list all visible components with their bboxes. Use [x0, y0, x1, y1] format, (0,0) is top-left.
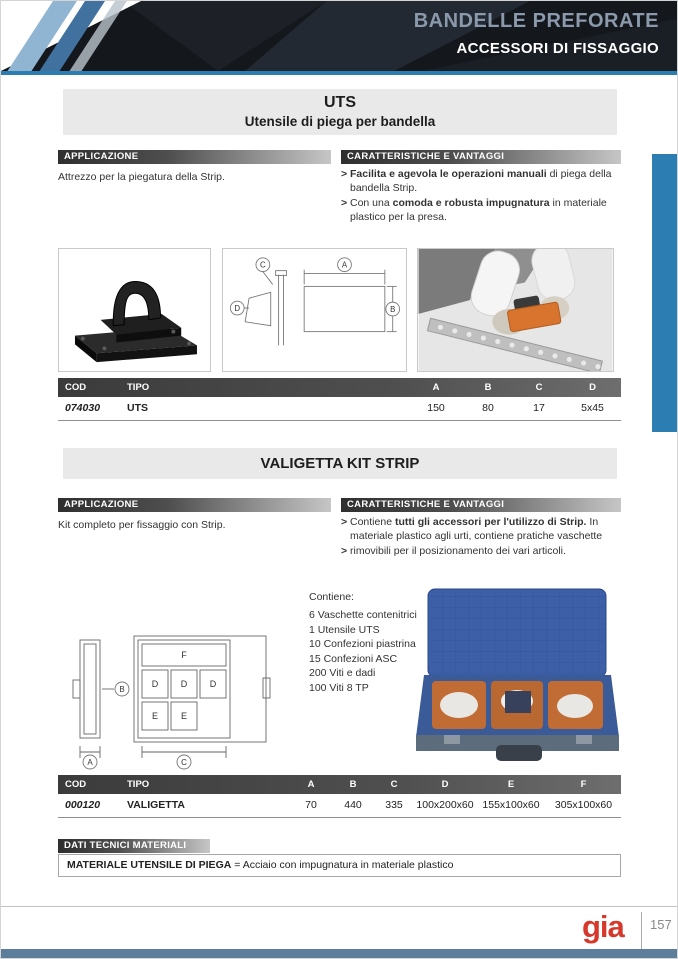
contiene-item: 1 Utensile UTS — [309, 623, 380, 636]
feature-text-post: di piega della bandella Strip. — [350, 168, 612, 194]
column-header-f: F — [580, 779, 587, 790]
uts-applicazione-heading: APPLICAZIONE — [58, 150, 331, 164]
page-subtitle: ACCESSORI DI FISSAGGIO — [456, 40, 659, 57]
diagram-label-f: F — [181, 650, 187, 660]
column-header-cod: COD — [65, 779, 87, 790]
diagram-label-c: C — [260, 260, 266, 270]
contiene-block — [309, 591, 419, 695]
column-header-d: D — [589, 382, 596, 393]
feature-text — [350, 516, 624, 543]
cell-tipo: UTS — [120, 397, 410, 420]
uts-caratteristiche-heading: CARATTERISTICHE E VANTAGGI — [341, 150, 621, 164]
cell-e: 155x100x60 — [476, 794, 546, 817]
feature-item — [341, 197, 624, 224]
diagram-label-d: D — [234, 303, 241, 313]
cell-cod: 074030 — [58, 397, 120, 420]
uts-title: UTS — [324, 94, 356, 111]
diagram-label-a: A — [87, 758, 93, 767]
feature-text-pre: Contiene — [350, 516, 395, 528]
diagram-label-b: B — [390, 304, 396, 314]
bullet-marker: > — [341, 168, 348, 180]
column-header-tipo: TIPO — [127, 779, 150, 790]
valigetta-drawing-frame — [58, 628, 276, 770]
contiene-item: 100 Viti 8 TP — [309, 681, 369, 694]
cell-a: 150 — [410, 397, 462, 420]
cell-c: 17 — [514, 397, 564, 420]
feature-text-post: in materiale plastico per la presa. — [350, 197, 607, 223]
gia-logo: gia — [582, 909, 624, 944]
valigetta-application-text: Kit completo per fissaggio con Strip. — [58, 519, 226, 531]
feature-item — [341, 545, 624, 559]
column-header-d: D — [441, 779, 449, 790]
dati-tecnici-heading: DATI TECNICI MATERIALI — [58, 839, 210, 853]
cell-a: 70 — [290, 794, 332, 817]
column-header-c: C — [535, 382, 543, 393]
valigetta-technical-drawing — [58, 628, 276, 770]
feature-text — [350, 545, 566, 559]
feature-text-post: rimovibili per il posizionamento dei vari articoli. — [350, 545, 566, 557]
bullet-marker: > — [341, 545, 348, 557]
feature-text-bold: tutti gli accessori per l'utilizzo di Strip. — [394, 516, 587, 528]
feature-item — [341, 168, 624, 195]
valigetta-table-header-row — [58, 775, 621, 794]
uts-section-title-bar — [63, 89, 617, 135]
valigetta-photo-frame — [416, 585, 619, 773]
diagram-label-e: E — [180, 711, 188, 721]
uts-subtitle: Utensile di piega per bandella — [244, 114, 436, 129]
header-text-block — [414, 10, 659, 57]
cell-d: 100x200x60 — [414, 794, 476, 817]
uts-technical-drawing — [223, 249, 406, 371]
contiene-item: 200 Viti e dadi — [309, 667, 376, 679]
valigetta-photo — [416, 585, 619, 773]
footer-divider-line — [1, 906, 678, 907]
table-row — [58, 397, 621, 420]
valigetta-caratteristiche-heading: CARATTERISTICHE E VANTAGGI — [341, 498, 621, 512]
uts-drawing-frame — [222, 248, 407, 372]
column-header-a: A — [307, 779, 315, 790]
uts-features-list — [341, 168, 624, 226]
page-title: BANDELLE PREFORATE — [413, 10, 659, 32]
contiene-heading: Contiene: — [309, 591, 354, 603]
dati-tecnici-label: MATERIALE UTENSILE DI PIEGA — [67, 859, 232, 871]
dati-tecnici-box — [58, 854, 621, 877]
uts-usage-photo — [418, 249, 613, 371]
side-tab — [652, 154, 677, 432]
bullet-marker: > — [341, 516, 348, 528]
column-header-tipo: TIPO — [127, 382, 150, 393]
feature-text — [350, 197, 624, 224]
column-header-cod: COD — [65, 382, 87, 393]
contiene-list — [309, 608, 419, 695]
column-header-a: A — [432, 382, 440, 393]
column-header-b: B — [484, 382, 492, 393]
uts-table-header-row — [58, 378, 621, 397]
valigetta-section-title-bar — [63, 448, 617, 479]
diagram-label-c: C — [181, 758, 187, 767]
feature-item — [341, 516, 624, 543]
diagram-label-e: E — [151, 711, 159, 721]
cell-f: 305x100x60 — [546, 794, 621, 817]
table-row — [58, 794, 621, 817]
uts-application-text: Attrezzo per la piegatura della Strip. — [58, 171, 225, 183]
column-header-c: C — [390, 779, 398, 790]
cell-b: 80 — [462, 397, 514, 420]
feature-text-bold: comoda e robusta impugnatura — [392, 197, 550, 209]
feature-text — [350, 168, 624, 195]
contiene-item: 15 Confezioni ASC — [309, 652, 398, 665]
contiene-item: 6 Vaschette contenitrici — [309, 609, 417, 621]
page-header — [1, 1, 678, 71]
footer-vertical-divider — [641, 912, 642, 949]
column-header-e: E — [507, 779, 515, 790]
feature-text-pre: Con una — [350, 197, 393, 209]
diagram-label-b: B — [119, 685, 125, 694]
feature-text-bold: Facilita e agevola le operazioni manuali — [350, 168, 547, 180]
diagram-label-d: D — [209, 679, 217, 689]
column-header-b: B — [349, 779, 357, 790]
cell-b: 440 — [332, 794, 374, 817]
contiene-item: 10 Confezioni piastrina — [309, 638, 416, 650]
page-number: 157 — [650, 917, 672, 932]
cell-cod: 000120 — [58, 794, 120, 817]
dati-tecnici-value: = Acciaio con impugnatura in materiale plastico — [231, 859, 454, 871]
bullet-marker: > — [341, 197, 348, 209]
valigetta-title: VALIGETTA KIT STRIP — [260, 455, 420, 472]
uts-product-image — [59, 249, 210, 371]
header-accent-line — [1, 71, 678, 75]
bottom-accent-bar — [1, 949, 678, 958]
valigetta-table — [58, 775, 621, 818]
diagram-label-a: A — [341, 260, 348, 270]
feature-text-post: In materiale plastico agli urti, contiene pratiche vaschette — [350, 516, 603, 542]
cell-tipo: VALIGETTA — [120, 794, 290, 817]
uts-table — [58, 378, 621, 421]
uts-product-image-frame — [58, 248, 211, 372]
valigetta-applicazione-heading: APPLICAZIONE — [58, 498, 331, 512]
cell-c: 335 — [374, 794, 414, 817]
diagram-label-d: D — [151, 679, 159, 689]
diagram-label-d: D — [180, 679, 188, 689]
uts-usage-photo-frame — [417, 248, 614, 372]
cell-d: 5x45 — [564, 397, 621, 420]
valigetta-features-list — [341, 516, 624, 561]
